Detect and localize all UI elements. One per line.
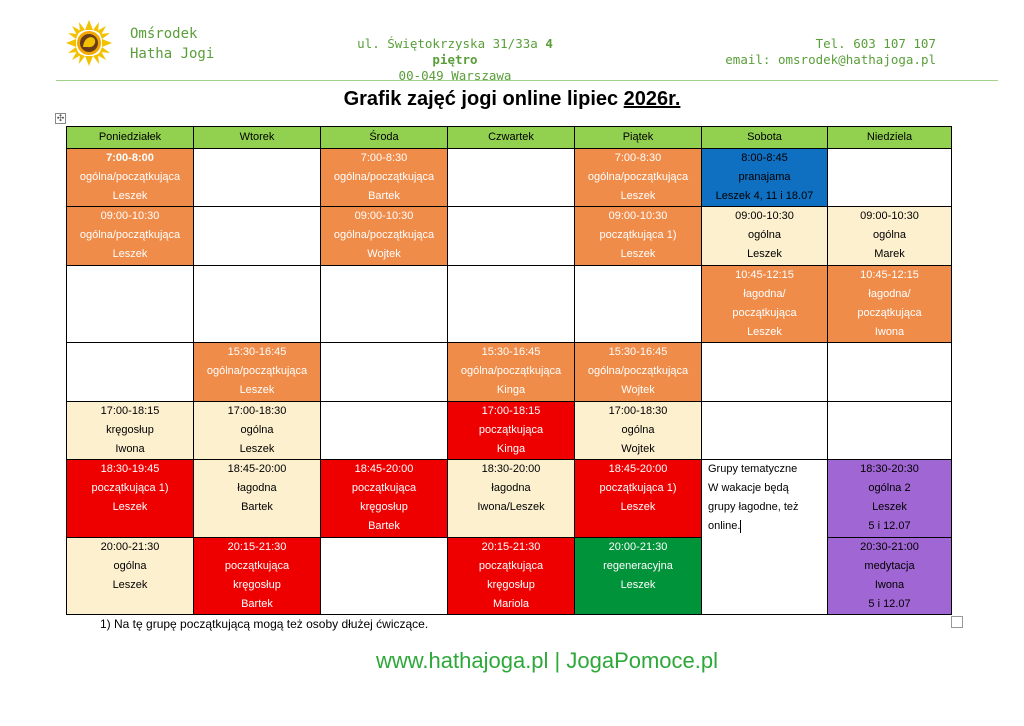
cell-line: ogólna/początkująca [79, 229, 181, 241]
cell-line: ogólna [872, 229, 907, 241]
cell-line: 09:00-10:30 [860, 210, 919, 222]
email[interactable]: email: omsrodek@hathajoga.pl [725, 52, 936, 67]
empty-cell[interactable] [321, 343, 448, 402]
class-cell[interactable] [575, 402, 702, 460]
cell-line: ogólna/początkująca [587, 365, 689, 377]
day-header: Sobota [702, 127, 828, 149]
cell-line: 8:00-8:45 [741, 152, 788, 164]
class-cell[interactable] [321, 149, 448, 207]
street: ul. Świętokrzyska 31/33a [357, 36, 546, 51]
class-cell[interactable] [321, 460, 448, 538]
cell-line: ogólna/początkująca [460, 365, 562, 377]
cell-line: kręgosłup [360, 501, 408, 513]
cell-line: 20:15-21:30 [227, 541, 287, 553]
cell-line: 18:30-19:45 [100, 463, 160, 475]
cell-line: Leszek [747, 326, 782, 338]
cell-line: 18:30-20:00 [481, 463, 541, 475]
empty-cell[interactable] [702, 343, 828, 402]
cell-line: 7:00-8:00 [106, 152, 154, 164]
footer-links[interactable]: www.hathajoga.pl | JogaPomoce.pl [375, 648, 719, 673]
cell-line: Wojtek [367, 248, 401, 260]
cell-line: Leszek [620, 190, 656, 202]
cell-line: 17:00-18:15 [481, 405, 541, 417]
schedule-row [67, 402, 952, 460]
cell-line: 10:45-12:15 [860, 269, 919, 281]
class-cell[interactable] [828, 538, 952, 615]
cell-line: kręgosłup [487, 579, 535, 591]
empty-cell[interactable] [67, 266, 194, 343]
class-cell[interactable] [828, 266, 952, 343]
class-cell[interactable] [702, 266, 828, 343]
cell-line: 18:30-20:30 [860, 463, 919, 475]
class-cell[interactable] [575, 149, 702, 207]
class-cell[interactable] [67, 402, 194, 460]
cell-line: 17:00-18:15 [100, 405, 160, 417]
empty-cell[interactable] [448, 266, 575, 343]
cell-line: regeneracyjna [603, 560, 673, 572]
class-cell[interactable] [67, 207, 194, 266]
cell-line: Iwona/Leszek [477, 501, 545, 513]
empty-cell[interactable] [575, 266, 702, 343]
org-name [130, 24, 214, 64]
class-cell[interactable] [828, 460, 952, 538]
cell-line: Bartek [368, 190, 400, 202]
empty-cell[interactable] [321, 402, 448, 460]
cell-line: 15:30-16:45 [481, 346, 541, 358]
cell-line: Kinga [496, 384, 526, 396]
note-cell[interactable] [702, 460, 828, 615]
cell-line: Leszek [239, 443, 275, 455]
sun-logo-icon [66, 20, 112, 66]
cell-line: grupy łagodne, też [708, 501, 799, 513]
cell-line: 18:45-20:00 [608, 463, 668, 475]
cell-line: Bartek [241, 501, 273, 513]
class-cell[interactable] [448, 402, 575, 460]
cell-line: 09:00-10:30 [608, 210, 668, 222]
cell-line: łagodna [491, 482, 531, 494]
footnote: 1) Na tę grupę początkującą mogą też osoby dłużej ćwiczące. [100, 617, 429, 631]
day-header: Czwartek [448, 127, 575, 149]
cell-line: Leszek [112, 248, 148, 260]
address [340, 36, 570, 84]
cell-line: 15:30-16:45 [227, 346, 287, 358]
class-cell[interactable] [575, 207, 702, 266]
schedule-row [67, 207, 952, 266]
schedule-row [67, 149, 952, 207]
class-cell[interactable] [702, 149, 828, 207]
cell-line: ogólna [113, 560, 147, 572]
cell-line: Iwona [874, 579, 905, 591]
cell-line: Leszek [620, 579, 656, 591]
address-line2: 00-049 Warszawa [398, 68, 512, 83]
empty-cell[interactable] [828, 149, 952, 207]
cell-line: 7:00-8:30 [614, 152, 662, 164]
title-text: Grafik zajęć jogi online lipiec [343, 88, 624, 110]
cell-line: łagodna/ [743, 288, 786, 300]
cell-line: 20:30-21:00 [860, 541, 919, 553]
empty-cell[interactable] [828, 343, 952, 402]
floor: 4 piętro [432, 36, 553, 67]
cell-line: 5 i 12.07 [868, 598, 911, 610]
cell-line: ogólna/początkująca [333, 229, 435, 241]
page-title [0, 88, 1024, 111]
text-cursor [740, 520, 741, 533]
cell-line: 17:00-18:30 [608, 405, 668, 417]
schedule-row [67, 343, 952, 402]
cell-line: Wojtek [621, 384, 655, 396]
cell-line: 15:30-16:45 [608, 346, 668, 358]
cell-line: Kinga [496, 443, 526, 455]
class-cell[interactable] [67, 460, 194, 538]
class-cell[interactable] [575, 538, 702, 615]
cell-line: Leszek [112, 579, 148, 591]
cell-line: Wojtek [621, 443, 655, 455]
empty-cell[interactable] [194, 207, 321, 266]
cell-line: Leszek 4, 11 i 18.07 [715, 190, 814, 202]
empty-cell[interactable] [448, 149, 575, 207]
table-resize-handle[interactable] [951, 616, 963, 628]
cell-line: ogólna/początkująca [587, 171, 689, 183]
cell-line: początkująca 1) [599, 482, 677, 494]
org-name-line1: Omśrodek [130, 26, 198, 42]
class-cell[interactable] [828, 207, 952, 266]
cell-line: 18:45-20:00 [227, 463, 287, 475]
org-name-line2: Hatha Jogi [130, 46, 215, 62]
cell-line: 17:00-18:30 [227, 405, 287, 417]
cell-line: początkująca [732, 307, 797, 319]
class-cell[interactable] [194, 538, 321, 615]
class-cell[interactable] [575, 343, 702, 402]
cell-line: Leszek [620, 501, 656, 513]
cell-line: Leszek [112, 501, 148, 513]
cell-line: początkująca 1) [599, 229, 677, 241]
empty-cell[interactable] [828, 402, 952, 460]
cell-line: Leszek [872, 501, 907, 513]
cell-line: Bartek [241, 598, 273, 610]
cell-line: ogólna/początkująca [333, 171, 435, 183]
cell-line: 18:45-20:00 [354, 463, 414, 475]
contact [725, 36, 936, 68]
empty-cell[interactable] [321, 266, 448, 343]
cell-line: ogólna 2 [868, 482, 911, 494]
cell-line: pranajama [738, 171, 791, 183]
empty-cell[interactable] [702, 402, 828, 460]
schedule-row [67, 266, 952, 343]
class-cell[interactable] [194, 460, 321, 538]
title-year: 2026r. [623, 88, 681, 110]
cell-line: Marek [874, 248, 905, 260]
cell-line: 5 i 12.07 [868, 520, 911, 532]
cell-line: medytacja [864, 560, 915, 572]
cell-line: łagodna/ [868, 288, 911, 300]
cell-line: 09:00-10:30 [354, 210, 414, 222]
phone: Tel. 603 107 107 [815, 36, 936, 51]
class-cell[interactable] [702, 207, 828, 266]
cell-line: początkująca [478, 560, 544, 572]
cell-line: początkująca 1) [91, 482, 169, 494]
class-cell[interactable] [448, 343, 575, 402]
class-cell[interactable] [194, 343, 321, 402]
class-cell[interactable] [67, 538, 194, 615]
schedule-row [67, 460, 952, 538]
cell-line: 20:00-21:30 [100, 541, 160, 553]
empty-cell[interactable] [321, 538, 448, 615]
cell-line: Leszek [620, 248, 656, 260]
cell-line: 10:45-12:15 [735, 269, 794, 281]
cell-line: Leszek [112, 190, 148, 202]
class-cell[interactable] [448, 460, 575, 538]
cell-line: początkująca [478, 424, 544, 436]
empty-cell[interactable] [194, 266, 321, 343]
cell-line: Iwona [115, 443, 145, 455]
day-header: Wtorek [194, 127, 321, 149]
cell-line: ogólna/początkująca [206, 365, 308, 377]
cell-line: kręgosłup [233, 579, 281, 591]
cell-line: ogólna/początkująca [79, 171, 181, 183]
cell-line: Iwona [874, 326, 905, 338]
day-header-row [67, 127, 952, 149]
day-header: Środa [321, 127, 448, 149]
cell-line: łagodna [237, 482, 277, 494]
cell-line: online. [708, 520, 741, 532]
day-header: Piątek [575, 127, 702, 149]
cell-line: początkująca [351, 482, 417, 494]
cell-line: 20:15-21:30 [481, 541, 541, 553]
cell-line: 7:00-8:30 [360, 152, 408, 164]
class-cell[interactable] [448, 538, 575, 615]
cell-line: ogólna [240, 424, 274, 436]
class-cell[interactable] [575, 460, 702, 538]
day-header: Niedziela [828, 127, 952, 149]
schedule-body [67, 149, 952, 615]
cell-line: początkująca [224, 560, 290, 572]
cell-line: 09:00-10:30 [100, 210, 160, 222]
cell-line: Mariola [492, 598, 530, 610]
cell-line: kręgosłup [106, 424, 154, 436]
day-header: Poniedziałek [67, 127, 194, 149]
empty-cell[interactable] [67, 343, 194, 402]
cell-line: Bartek [368, 520, 400, 532]
cell-line: początkująca [857, 307, 922, 319]
cell-line: 09:00-10:30 [735, 210, 794, 222]
cell-line: ogólna [621, 424, 655, 436]
cell-line: ogólna [747, 229, 782, 241]
header-divider [56, 80, 998, 81]
table-move-handle-icon[interactable]: ✣ [56, 113, 65, 123]
class-cell[interactable] [321, 207, 448, 266]
empty-cell[interactable] [194, 149, 321, 207]
cell-line: Leszek [747, 248, 782, 260]
cell-line: 20:00-21:30 [608, 541, 668, 553]
class-cell[interactable] [67, 149, 194, 207]
cell-line: Grupy tematyczne [708, 463, 798, 475]
address-line1 [340, 36, 570, 68]
class-cell[interactable] [194, 402, 321, 460]
empty-cell[interactable] [448, 207, 575, 266]
cell-line: Leszek [239, 384, 275, 396]
schedule-table [66, 126, 952, 615]
cell-line: W wakacje będą [708, 482, 789, 494]
